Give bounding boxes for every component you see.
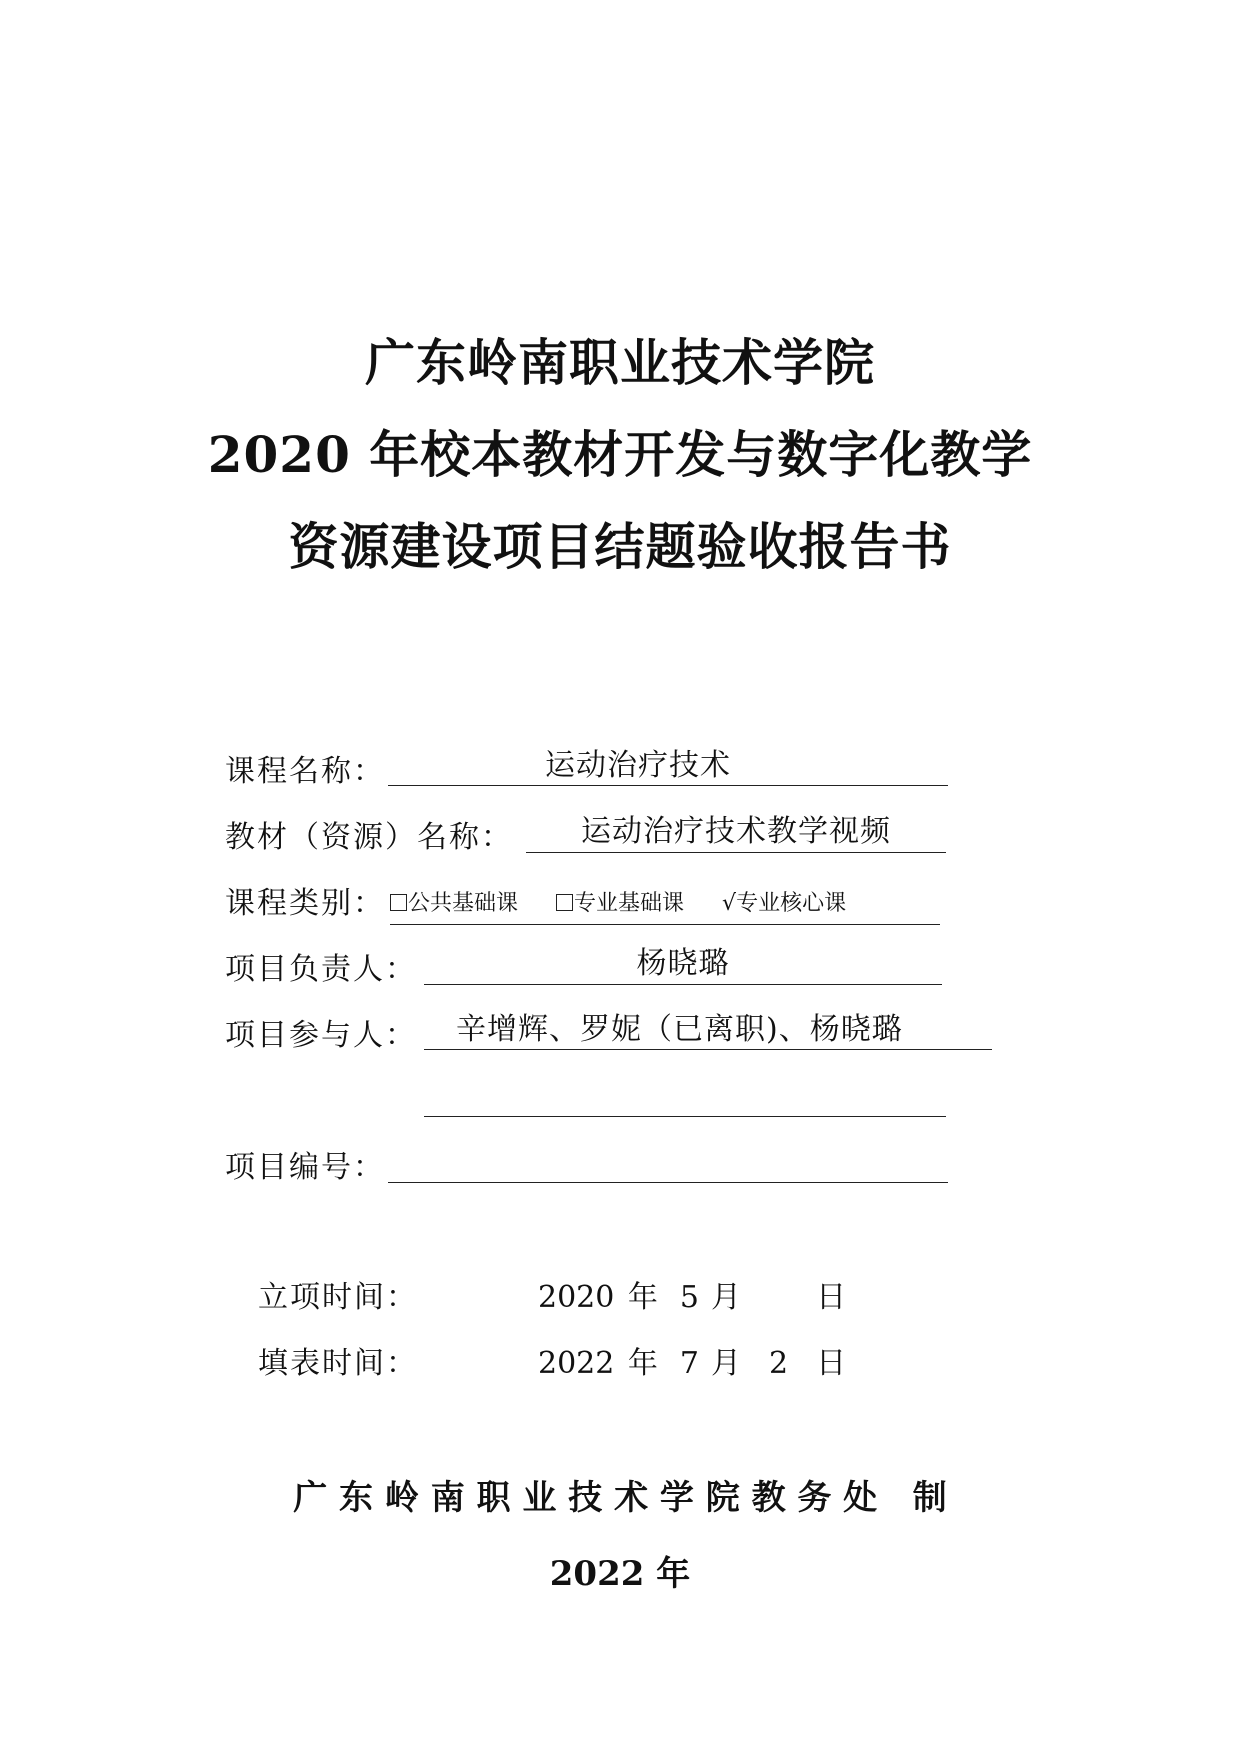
project-number-label: 项目编号： xyxy=(225,1150,385,1185)
issuer-line: 广 东 岭 南 职 业 技 术 学 院 教 务 处 制 xyxy=(293,1478,947,1518)
title-line-2: 2020 年校本教材开发与数字化教学 xyxy=(207,425,1033,484)
material-name-field[interactable]: 运动治疗技术教学视频 xyxy=(526,812,946,853)
established-date-label: 立项时间： xyxy=(258,1280,418,1315)
project-leader-label: 项目负责人： xyxy=(225,952,417,987)
project-members-field[interactable]: 辛增辉、罗妮（已离职)、杨晓璐 xyxy=(424,1010,992,1050)
checkbox-icon[interactable] xyxy=(390,894,407,911)
option-professional-basic-label: 专业基础课 xyxy=(574,891,685,916)
title-line-3: 资源建设项目结题验收报告书 xyxy=(288,517,952,576)
checkbox-icon[interactable] xyxy=(556,894,573,911)
established-month[interactable]: 5 xyxy=(679,1280,699,1315)
project-number-field[interactable] xyxy=(388,1142,948,1183)
filled-month[interactable]: 7 xyxy=(679,1346,699,1381)
material-name-label: 教材（资源）名称： xyxy=(225,820,513,855)
course-type-options xyxy=(390,884,940,925)
project-leader-field[interactable]: 杨晓璐 xyxy=(424,944,942,985)
project-members-field-line-2[interactable] xyxy=(424,1076,946,1117)
option-public-basic[interactable] xyxy=(390,891,518,916)
filled-year[interactable]: 2022 xyxy=(538,1346,615,1381)
checkmark-icon[interactable]: √ xyxy=(722,891,737,916)
option-professional-core-label: 专业核心课 xyxy=(736,891,847,916)
option-public-basic-label: 公共基础课 xyxy=(408,891,519,916)
filled-date-label: 填表时间： xyxy=(258,1346,418,1381)
option-professional-basic[interactable] xyxy=(556,891,684,916)
course-name-label: 课程名称： xyxy=(225,754,385,789)
established-year[interactable]: 2020 xyxy=(538,1280,615,1315)
project-members-label: 项目参与人： xyxy=(225,1018,417,1053)
course-name-field[interactable]: 运动治疗技术 xyxy=(388,746,948,786)
filled-day[interactable]: 2 xyxy=(769,1346,789,1381)
established-date: 2020 年 5 月 日 xyxy=(538,1278,846,1318)
title-line-1: 广东岭南职业技术学院 xyxy=(365,333,875,392)
option-professional-core[interactable] xyxy=(722,891,846,916)
filled-date: 2022 年 7 月 2 日 xyxy=(538,1344,846,1384)
course-type-label: 课程类别： xyxy=(225,886,385,921)
footer-year: 2022 年 xyxy=(549,1554,691,1594)
